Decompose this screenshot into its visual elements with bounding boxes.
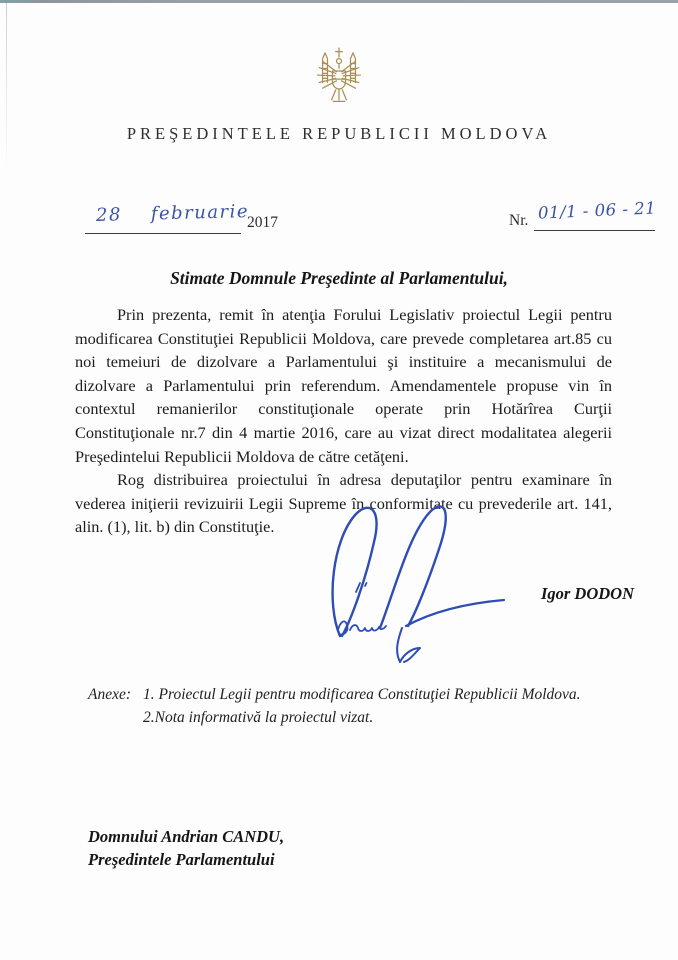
signature-autograph: [318, 496, 510, 664]
moldova-coat-of-arms-icon: [302, 44, 376, 116]
body-paragraph-2: Rog distribuirea proiectului în adresa deputaţilor pentru examinare în vederea iniţierii revizuirii Legii Supreme în conformitate cu prevederile art. 141, alin. (1), lit. b) din Constituţie.: [75, 470, 612, 537]
annex-item: 2.Nota informativă la proiectul vizat.: [143, 708, 374, 726]
scan-edge-left: [6, 3, 7, 173]
body-paragraph-1: Prin prezenta, remit în atenţia Forului Legislativ proiectul Legii pentru modificarea Constituţiei Republicii Moldova, care prevede completarea art.85 cu noi temeiuri de dizolvare a Parlamentului şi instituire a mecanismului de dizolvare a Parlamentului prin referendum. Amendamentele propuse vin în contextul remanierilor constituţionale operate prin Hotărîrea Curţii Constituţionale nr.7 din 4 martie 2016, care au vizat direct modalitatea alegerii Preşedintelui Republicii Moldova de către cetăţeni.: [75, 305, 612, 466]
annexes-label: Anexe:: [88, 686, 132, 703]
handwritten-number: 01/1 - 06 - 21: [537, 198, 657, 223]
addressee-title: Preşedintele Parlamentului: [88, 849, 275, 869]
scan-edge-top: [0, 0, 678, 3]
number-label: Nr.: [509, 212, 529, 229]
annexes-list: [143, 684, 581, 729]
handwritten-date: 28 februarie: [95, 201, 250, 226]
addressee-block: [88, 826, 284, 871]
date-underline: [85, 233, 241, 234]
addressee-name: Domnului Andrian CANDU,: [88, 827, 285, 846]
annexes-block: [88, 684, 581, 729]
date-year: 2017: [247, 214, 278, 231]
letterhead-title: PREŞEDINTELE REPUBLICII MOLDOVA: [126, 124, 552, 143]
number-underline: [534, 230, 655, 231]
salutation-line: Stimate Domnule Preşedinte al Parlamentului,: [170, 268, 508, 288]
annex-item: 1. Proiectul Legii pentru modificarea Constituţiei Republicii Moldova.: [143, 686, 581, 703]
signer-name: Igor DODON: [540, 584, 635, 603]
